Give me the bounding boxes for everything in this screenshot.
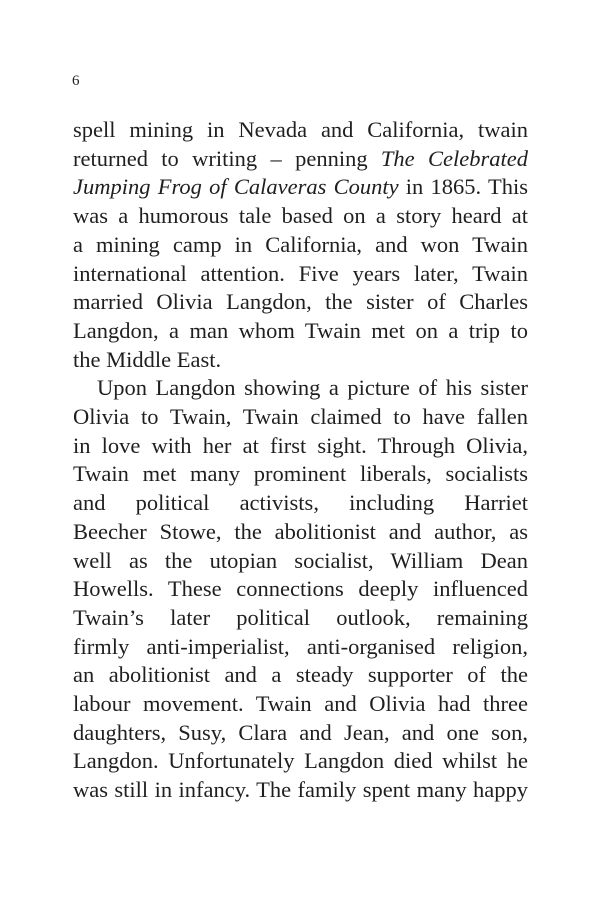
paragraph-2-line-7 (73, 547, 528, 576)
text-segment: firmly anti-imperialist, anti-organised religion, (73, 633, 528, 659)
body-text (73, 116, 528, 805)
text-segment: spell mining in Nevada and California, twain (73, 117, 528, 142)
text-segment: Beecher Stowe, the abolitionist and author, as (73, 518, 528, 544)
text-segment: Langdon. Unfortunately Langdon died whilst he (73, 748, 528, 774)
book-title-italic: Jumping Frog of Calaveras County (73, 174, 399, 200)
text-segment: Howells. These connections deeply influenced (73, 576, 528, 602)
paragraph-2-line-3 (73, 432, 528, 461)
text-segment: and political activists, including Harriet (73, 490, 528, 516)
text-segment: Olivia to Twain, Twain claimed to have fallen (73, 404, 528, 430)
paragraph-2-line-12 (73, 690, 528, 719)
text-segment: Twain met many prominent liberals, socialists (73, 461, 528, 487)
text-segment: was still in infancy. The family spent many happy (73, 777, 528, 803)
paragraph-2-line-5 (73, 489, 528, 518)
paragraph-2-line-2 (73, 403, 528, 432)
page-number: 6 (72, 73, 80, 89)
text-segment: returned to writing – penning (73, 145, 381, 171)
text-segment: a mining camp in California, and won Twain (73, 231, 528, 257)
text-segment: labour movement. Twain and Olivia had three (73, 691, 528, 717)
paragraph-2-line-15 (73, 776, 528, 805)
paragraph-1-line-6 (73, 260, 528, 289)
paragraph-1-line-7 (73, 288, 528, 317)
paragraph-2-line-4 (73, 460, 528, 489)
paragraph-1-line-5 (73, 231, 528, 260)
paragraph-2-line-11 (73, 661, 528, 690)
paragraph-1 (73, 116, 528, 374)
text-segment: daughters, Susy, Clara and Jean, and one son, (73, 719, 528, 745)
paragraph-2 (73, 374, 528, 805)
paragraph-2-line-14 (73, 747, 528, 776)
paragraph-1-line-9 (73, 346, 528, 375)
paragraph-1-line-8 (73, 317, 528, 346)
paragraph-2-line-9 (73, 604, 528, 633)
paragraph-1-line-2 (73, 145, 528, 174)
paragraph-2-line-13 (73, 719, 528, 748)
paragraph-2-line-10 (73, 633, 528, 662)
text-segment: married Olivia Langdon, the sister of Charles (73, 289, 528, 315)
text-segment: in 1865. This (398, 174, 528, 200)
text-segment: in love with her at first sight. Through Olivia, (73, 432, 528, 458)
text-segment: the Middle East. (73, 346, 222, 372)
book-title-italic: The Celebrated (380, 145, 528, 171)
paragraph-1-line-1 (73, 116, 528, 145)
text-segment: an abolitionist and a steady supporter of the (73, 662, 528, 688)
paragraph-1-line-3 (73, 173, 528, 202)
paragraph-2-line-6 (73, 518, 528, 547)
text-segment: Twain’s later political outlook, remaining (73, 604, 528, 630)
paragraph-1-line-4 (73, 202, 528, 231)
paragraph-2-line-1 (73, 374, 528, 403)
text-segment: international attention. Five years later, Twain (73, 260, 528, 286)
text-segment: was a humorous tale based on a story heard at (73, 203, 528, 229)
paragraph-2-line-8 (73, 575, 528, 604)
text-segment: well as the utopian socialist, William Dean (73, 547, 528, 573)
text-segment: Upon Langdon showing a picture of his sister (97, 375, 528, 401)
text-segment: Langdon, a man whom Twain met on a trip to (73, 317, 528, 343)
